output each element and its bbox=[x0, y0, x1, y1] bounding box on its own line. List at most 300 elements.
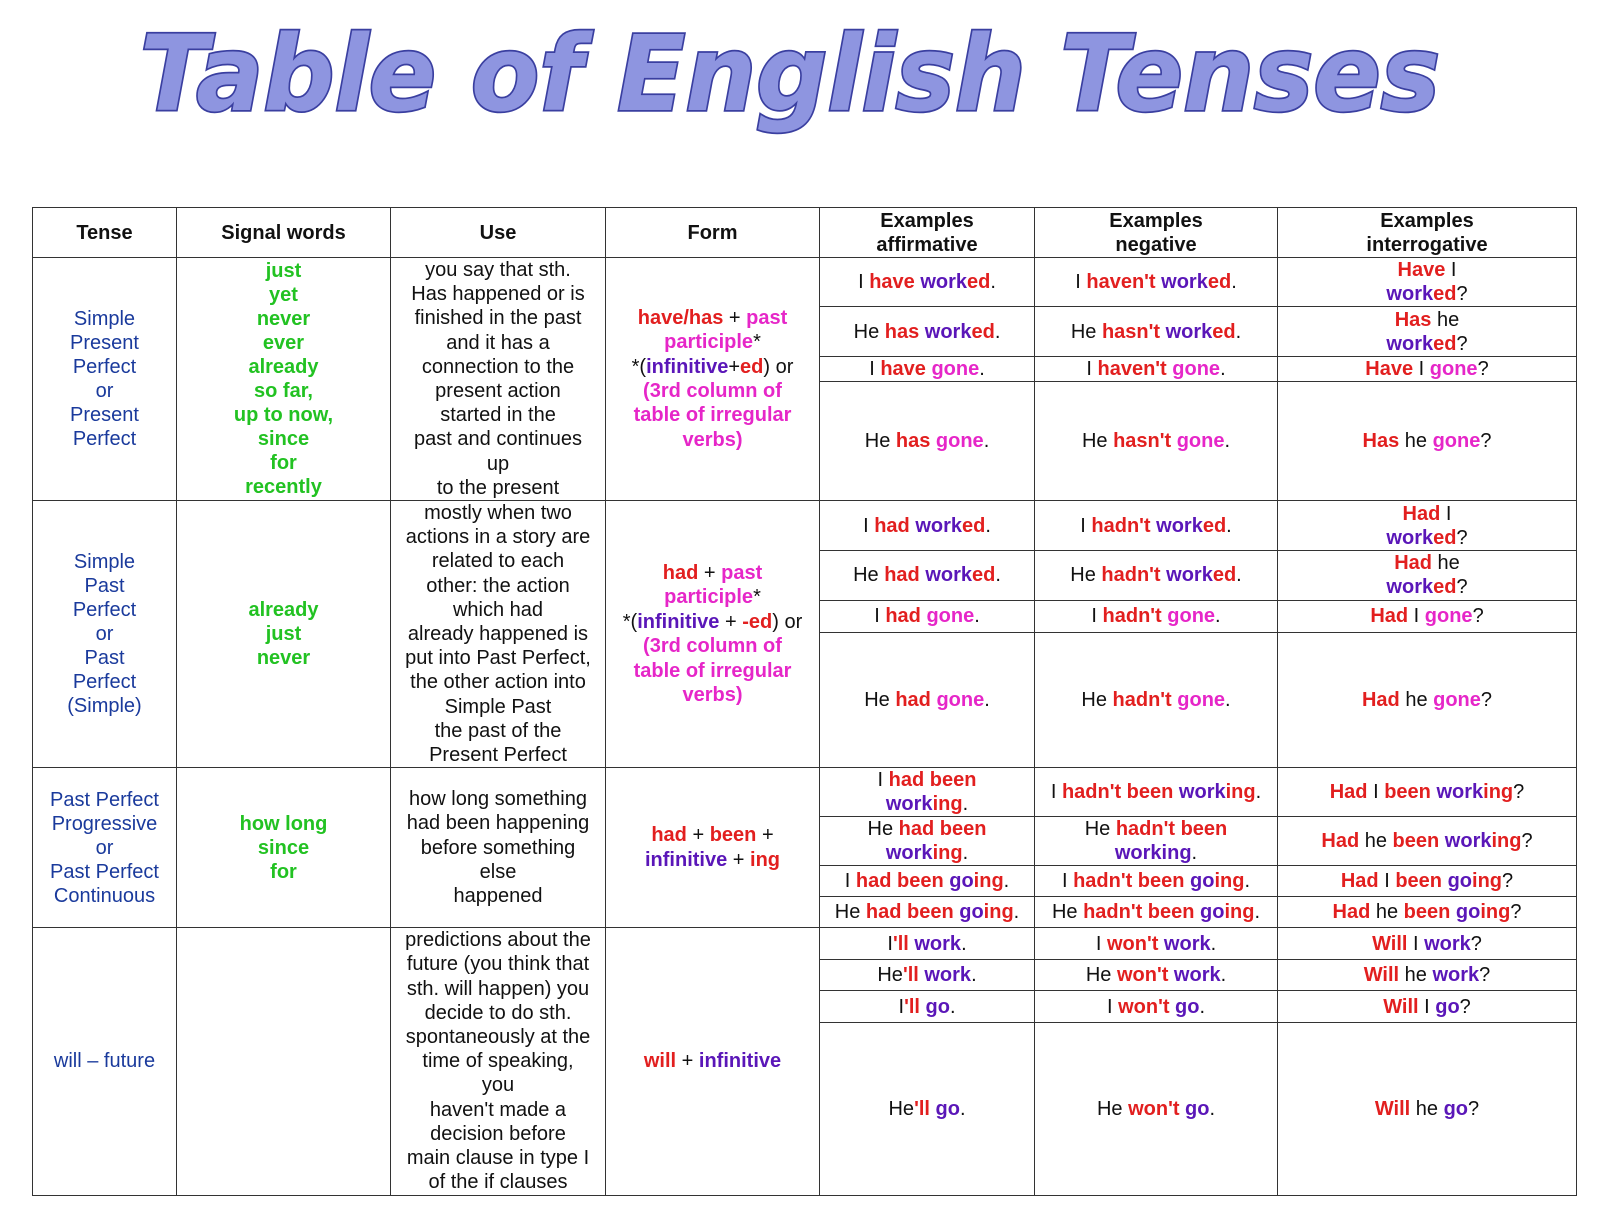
text-segment: past bbox=[746, 306, 788, 329]
text-segment: he bbox=[1399, 430, 1433, 453]
text-segment: . bbox=[962, 793, 969, 816]
tense-name-line: will – future bbox=[53, 1050, 156, 1073]
example-line bbox=[826, 514, 1028, 538]
use-line: mostly when two bbox=[424, 502, 572, 525]
example-interrogative-cell bbox=[1278, 551, 1577, 601]
use-line: finished in the past bbox=[414, 307, 582, 330]
text-segment: ing bbox=[1214, 870, 1245, 893]
signal-word: already bbox=[248, 599, 319, 622]
example-line bbox=[826, 869, 1028, 893]
use-line: the other action into bbox=[410, 671, 586, 694]
text-segment: ed bbox=[972, 564, 996, 587]
text-segment: ed bbox=[1433, 283, 1457, 306]
example-line bbox=[1041, 320, 1271, 344]
text-segment: gone bbox=[1167, 605, 1216, 628]
use-line: spontaneously at the bbox=[405, 1026, 591, 1049]
text-segment: gone bbox=[1176, 430, 1225, 453]
use-line: you say that sth. bbox=[425, 259, 571, 281]
text-segment: had bbox=[895, 688, 937, 711]
example-line bbox=[826, 1097, 1028, 1121]
example-line bbox=[1041, 688, 1271, 712]
header-use: Use bbox=[391, 208, 606, 258]
use-line: you bbox=[481, 1074, 515, 1097]
text-segment: I bbox=[1086, 357, 1098, 380]
form-line bbox=[612, 355, 813, 379]
form-cell bbox=[606, 768, 820, 928]
header-negative bbox=[1035, 208, 1278, 258]
text-segment: + bbox=[723, 306, 747, 329]
text-segment: had been bbox=[855, 870, 950, 893]
use-line: decision before bbox=[430, 1122, 566, 1145]
text-segment: hadn't bbox=[1102, 605, 1168, 628]
text-segment: go bbox=[925, 995, 950, 1018]
text-segment: 'll bbox=[904, 995, 926, 1018]
signal-word: yet bbox=[269, 284, 298, 307]
signal-words-cell bbox=[177, 258, 391, 501]
text-segment: Will bbox=[1383, 995, 1419, 1018]
signal-word: how long bbox=[239, 812, 328, 835]
text-segment: . bbox=[983, 430, 990, 453]
text-segment: gone bbox=[931, 357, 980, 380]
tense-name-line: Simple bbox=[73, 551, 136, 574]
use-line: predictions about the bbox=[405, 929, 591, 952]
example-line bbox=[1041, 841, 1271, 865]
text-segment: He bbox=[867, 818, 899, 841]
text-segment: ? bbox=[1468, 1097, 1480, 1120]
text-segment: haven't bbox=[1097, 357, 1173, 380]
example-interrogative-cell bbox=[1278, 897, 1577, 928]
tense-name-line: Present bbox=[70, 404, 139, 427]
form-line bbox=[612, 585, 813, 609]
example-negative-cell bbox=[1035, 768, 1278, 817]
use-line: sth. will happen) you bbox=[406, 977, 590, 1000]
text-segment: . bbox=[1215, 605, 1221, 628]
tense-name-line: Perfect bbox=[72, 599, 137, 622]
text-segment: . bbox=[1209, 1097, 1216, 1120]
text-segment: Had bbox=[1361, 688, 1400, 711]
example-line bbox=[1284, 502, 1570, 526]
text-segment: Had bbox=[1340, 870, 1379, 893]
text-segment: ? bbox=[1510, 901, 1522, 924]
example-affirmative-cell bbox=[820, 356, 1035, 381]
signal-word: already bbox=[248, 356, 319, 379]
text-segment: ? bbox=[1459, 995, 1471, 1018]
text-segment: He bbox=[864, 688, 896, 711]
example-affirmative-cell bbox=[820, 1023, 1035, 1195]
example-line bbox=[826, 841, 1028, 865]
header-interrogative bbox=[1278, 208, 1577, 258]
example-line bbox=[1284, 604, 1570, 628]
text-segment: I bbox=[1378, 870, 1396, 893]
example-line bbox=[1284, 688, 1570, 712]
table-row bbox=[33, 768, 1577, 817]
text-segment: . bbox=[990, 271, 996, 294]
text-segment: ed bbox=[971, 320, 995, 343]
example-negative-cell bbox=[1035, 258, 1278, 307]
text-segment: *( bbox=[631, 355, 647, 378]
header-affirmative-line: Examples bbox=[880, 209, 974, 232]
text-segment: (3rd column of bbox=[643, 635, 782, 658]
example-line bbox=[1284, 332, 1570, 356]
example-negative-cell bbox=[1035, 1023, 1278, 1195]
text-segment: ed bbox=[967, 271, 991, 294]
text-segment: . bbox=[1199, 995, 1206, 1018]
text-segment: . bbox=[994, 320, 1001, 343]
example-interrogative-cell bbox=[1278, 356, 1577, 381]
use-line: put into Past Perfect, bbox=[405, 647, 591, 670]
example-line bbox=[826, 357, 1028, 381]
text-segment: Has bbox=[1362, 430, 1400, 453]
form-line bbox=[612, 683, 813, 707]
use-line: other: the action bbox=[426, 574, 570, 597]
text-segment: I bbox=[858, 271, 870, 294]
text-segment: ? bbox=[1456, 283, 1468, 306]
text-segment: haven't bbox=[1086, 271, 1162, 294]
header-interrogative-line: interrogative bbox=[1366, 233, 1488, 256]
text-segment: ing bbox=[1483, 781, 1514, 804]
text-segment: hadn't been bbox=[1083, 901, 1201, 924]
text-segment: . bbox=[1255, 781, 1262, 804]
text-segment: I bbox=[1095, 932, 1107, 955]
table-body bbox=[33, 258, 1577, 1196]
tense-name-line: Present bbox=[70, 332, 139, 355]
form-line bbox=[612, 561, 813, 585]
example-affirmative-cell bbox=[820, 551, 1035, 601]
text-segment: work bbox=[1156, 514, 1203, 537]
example-line bbox=[1041, 429, 1271, 453]
text-segment: work bbox=[1161, 271, 1208, 294]
text-segment: ing bbox=[1480, 901, 1511, 924]
text-segment: He bbox=[1085, 964, 1117, 987]
text-segment: he bbox=[1370, 901, 1404, 924]
text-segment: 'll bbox=[902, 964, 925, 987]
text-segment: work bbox=[1386, 283, 1434, 306]
use-line: else bbox=[479, 860, 517, 883]
tense-name-cell bbox=[33, 501, 177, 768]
example-line bbox=[826, 768, 1028, 792]
text-segment: ) or bbox=[772, 610, 803, 633]
text-segment: go bbox=[959, 901, 984, 924]
example-line bbox=[1284, 780, 1570, 804]
text-segment: I bbox=[887, 932, 893, 955]
text-segment: work bbox=[1386, 576, 1434, 599]
text-segment: ing bbox=[750, 848, 781, 871]
text-segment: Had bbox=[1329, 781, 1368, 804]
text-segment: hadn't been bbox=[1073, 870, 1191, 893]
example-interrogative-cell bbox=[1278, 600, 1577, 632]
page-title-svg bbox=[0, 0, 1600, 170]
text-segment: work bbox=[1386, 526, 1434, 549]
example-interrogative-cell bbox=[1278, 1023, 1577, 1195]
text-segment: ? bbox=[1502, 870, 1514, 893]
form-line bbox=[612, 823, 813, 847]
signal-word: just bbox=[265, 623, 302, 646]
text-segment: I bbox=[877, 769, 889, 792]
text-segment: . bbox=[1224, 430, 1231, 453]
text-segment: work bbox=[1173, 964, 1221, 987]
text-segment: ed bbox=[1212, 564, 1237, 587]
text-segment: work bbox=[1444, 830, 1492, 853]
example-line bbox=[1284, 526, 1570, 550]
text-segment: he bbox=[1410, 1097, 1444, 1120]
example-line bbox=[1041, 1097, 1271, 1121]
text-segment: Had bbox=[1370, 605, 1409, 628]
form-cell bbox=[606, 258, 820, 501]
text-segment: I bbox=[1418, 995, 1436, 1018]
example-line bbox=[1041, 932, 1271, 956]
table-row bbox=[33, 501, 1577, 551]
example-affirmative-cell bbox=[820, 632, 1035, 768]
text-segment: work bbox=[1166, 564, 1213, 587]
text-segment: He bbox=[864, 430, 896, 453]
text-segment: had been bbox=[865, 901, 960, 924]
text-segment: . bbox=[1013, 901, 1020, 924]
text-segment: had bbox=[884, 564, 926, 587]
text-segment: been bbox=[1392, 830, 1445, 853]
tense-name-line: Perfect bbox=[72, 428, 137, 451]
text-segment: . bbox=[1236, 564, 1242, 587]
text-segment: hasn't bbox=[1113, 430, 1177, 453]
text-segment: + bbox=[756, 824, 774, 847]
example-line bbox=[1041, 900, 1271, 924]
signal-words-cell bbox=[177, 928, 391, 1195]
example-interrogative-cell bbox=[1278, 959, 1577, 991]
text-segment: He bbox=[1070, 320, 1102, 343]
text-segment: ? bbox=[1470, 932, 1482, 955]
text-segment: work bbox=[1424, 932, 1471, 955]
use-line: up bbox=[486, 452, 510, 475]
text-segment: won't bbox=[1116, 964, 1174, 987]
text-segment: work bbox=[925, 564, 973, 587]
text-segment: ing bbox=[983, 901, 1014, 924]
example-line bbox=[1041, 817, 1271, 841]
example-interrogative-cell bbox=[1278, 928, 1577, 960]
tense-name-line: Past bbox=[84, 575, 125, 598]
text-segment: work bbox=[914, 932, 962, 955]
text-segment: ? bbox=[1456, 332, 1468, 355]
text-segment: gone bbox=[1429, 357, 1478, 380]
table-row bbox=[33, 928, 1577, 960]
page-title: Table of English Tenses bbox=[140, 13, 1440, 135]
text-segment: He bbox=[1081, 688, 1113, 711]
example-line bbox=[1284, 429, 1570, 453]
text-segment: I bbox=[1050, 781, 1062, 804]
text-segment: I bbox=[1440, 502, 1452, 525]
text-segment: work bbox=[1178, 781, 1226, 804]
example-line bbox=[826, 900, 1028, 924]
text-segment: ? bbox=[1513, 781, 1525, 804]
text-segment: go bbox=[1175, 995, 1200, 1018]
text-segment: hadn't been bbox=[1115, 818, 1228, 841]
text-segment: . bbox=[1220, 357, 1226, 380]
text-segment: . bbox=[971, 964, 977, 987]
signal-word: never bbox=[256, 308, 311, 331]
text-segment: I bbox=[1080, 514, 1092, 537]
text-segment: go bbox=[949, 870, 974, 893]
text-segment: . bbox=[1235, 320, 1242, 343]
text-segment: He bbox=[877, 964, 903, 987]
use-line: actions in a story are bbox=[405, 526, 591, 549]
text-segment: work bbox=[1432, 964, 1480, 987]
text-segment: have bbox=[869, 271, 921, 294]
text-segment: had bbox=[874, 514, 916, 537]
example-affirmative-cell bbox=[820, 817, 1035, 866]
text-segment: go bbox=[1185, 1097, 1210, 1120]
text-segment: gone bbox=[1432, 430, 1481, 453]
text-segment: Had bbox=[1402, 502, 1441, 525]
text-segment: he bbox=[1359, 830, 1393, 853]
text-segment: work bbox=[1163, 932, 1211, 955]
text-segment: ed bbox=[1207, 271, 1232, 294]
text-segment: + bbox=[719, 610, 743, 633]
tense-name-line: Perfect bbox=[72, 671, 137, 694]
use-line: future (you think that bbox=[406, 953, 590, 976]
example-line bbox=[826, 563, 1028, 587]
example-affirmative-cell bbox=[820, 928, 1035, 960]
text-segment: work bbox=[924, 320, 972, 343]
text-segment: *( bbox=[622, 610, 638, 633]
header-tense: Tense bbox=[33, 208, 177, 258]
example-line bbox=[1041, 604, 1271, 628]
text-segment: ing bbox=[973, 870, 1004, 893]
text-segment: go bbox=[935, 1097, 960, 1120]
text-segment: He bbox=[853, 564, 885, 587]
signal-word: since bbox=[257, 428, 310, 451]
text-segment: gone bbox=[926, 605, 975, 628]
text-segment: go bbox=[1200, 901, 1225, 924]
use-line: of the if clauses bbox=[428, 1171, 568, 1194]
text-segment: * bbox=[753, 331, 761, 354]
tense-name-line: Past Perfect bbox=[50, 788, 159, 811]
text-segment: He bbox=[1070, 564, 1102, 587]
text-segment: ? bbox=[1472, 605, 1484, 628]
text-segment: I bbox=[844, 870, 856, 893]
table-row bbox=[33, 258, 1577, 307]
text-segment: infinitive bbox=[644, 848, 728, 871]
text-segment: . bbox=[984, 688, 990, 711]
example-line bbox=[826, 320, 1028, 344]
text-segment: 'll bbox=[892, 932, 915, 955]
header-negative-line: Examples bbox=[1109, 209, 1203, 232]
example-line bbox=[1041, 963, 1271, 987]
text-segment: I bbox=[1413, 357, 1430, 380]
example-interrogative-cell bbox=[1278, 991, 1577, 1023]
example-affirmative-cell bbox=[820, 258, 1035, 307]
example-negative-cell bbox=[1035, 551, 1278, 601]
use-line: decide to do sth. bbox=[424, 1001, 572, 1024]
text-segment: hadn't bbox=[1112, 688, 1178, 711]
use-line: related to each bbox=[431, 550, 565, 573]
text-segment: ing bbox=[1472, 870, 1503, 893]
example-line bbox=[1284, 282, 1570, 306]
tense-name-line: Progressive bbox=[51, 812, 158, 835]
signal-word: so far, bbox=[254, 380, 313, 403]
text-segment: infinitive bbox=[698, 1050, 782, 1073]
example-line bbox=[1284, 551, 1570, 575]
text-segment: . bbox=[1225, 688, 1231, 711]
text-segment: Had bbox=[1394, 552, 1432, 575]
text-segment: I bbox=[1445, 259, 1457, 282]
text-segment: + bbox=[686, 824, 710, 847]
form-line bbox=[612, 330, 813, 354]
signal-words-cell bbox=[177, 501, 391, 768]
example-affirmative-cell bbox=[820, 897, 1035, 928]
form-line bbox=[612, 428, 813, 452]
tense-name-cell bbox=[33, 928, 177, 1195]
example-negative-cell bbox=[1035, 897, 1278, 928]
example-affirmative-cell bbox=[820, 600, 1035, 632]
text-segment: been bbox=[1395, 870, 1448, 893]
form-line bbox=[612, 634, 813, 658]
example-line bbox=[1041, 270, 1271, 294]
text-segment: had been bbox=[898, 818, 987, 841]
text-segment: . bbox=[1244, 870, 1251, 893]
text-segment: He bbox=[1051, 901, 1084, 924]
use-line: main clause in type I bbox=[406, 1147, 590, 1170]
text-segment: hadn't bbox=[1101, 564, 1167, 587]
text-segment: ing bbox=[1225, 781, 1256, 804]
use-line: Present Perfect bbox=[429, 744, 567, 767]
text-segment: table of irregular bbox=[633, 404, 792, 427]
example-negative-cell bbox=[1035, 928, 1278, 960]
example-line bbox=[826, 604, 1028, 628]
example-interrogative-cell bbox=[1278, 768, 1577, 817]
tense-name-line: (Simple) bbox=[67, 695, 142, 718]
text-segment: I bbox=[1091, 605, 1103, 628]
tense-name-cell bbox=[33, 768, 177, 928]
text-segment: ? bbox=[1477, 357, 1489, 380]
example-negative-cell bbox=[1035, 817, 1278, 866]
text-segment: he bbox=[1399, 688, 1434, 711]
text-segment: infinitive bbox=[646, 355, 729, 378]
text-segment: verbs) bbox=[682, 428, 743, 451]
text-segment: He bbox=[1084, 818, 1116, 841]
text-segment: . bbox=[959, 1097, 966, 1120]
example-line bbox=[1041, 869, 1271, 893]
text-segment: ) or bbox=[763, 355, 794, 378]
text-segment: Will bbox=[1363, 964, 1400, 987]
text-segment: ed bbox=[962, 514, 986, 537]
form-line bbox=[612, 1049, 813, 1073]
text-segment: have bbox=[880, 357, 932, 380]
text-segment: been bbox=[1403, 901, 1456, 924]
example-affirmative-cell bbox=[820, 501, 1035, 551]
example-line bbox=[1041, 357, 1271, 381]
example-line bbox=[1284, 357, 1570, 381]
text-segment: had bbox=[662, 561, 699, 584]
text-segment: I bbox=[1061, 870, 1074, 893]
text-segment: hasn't bbox=[1101, 320, 1166, 343]
example-line bbox=[1284, 1097, 1570, 1121]
text-segment: . bbox=[962, 842, 969, 865]
text-segment: ed bbox=[1433, 526, 1457, 549]
text-segment: I bbox=[1106, 995, 1119, 1018]
text-segment: work bbox=[885, 793, 933, 816]
text-segment: he bbox=[1431, 308, 1460, 331]
text-segment: have/has bbox=[637, 306, 724, 329]
table-header bbox=[33, 208, 1577, 258]
use-line: the past of the bbox=[434, 719, 562, 742]
text-segment: work bbox=[885, 842, 933, 865]
text-segment: I bbox=[1408, 605, 1425, 628]
example-interrogative-cell bbox=[1278, 382, 1577, 501]
example-line bbox=[1041, 514, 1271, 538]
text-segment: + bbox=[728, 355, 741, 378]
example-negative-cell bbox=[1035, 356, 1278, 381]
example-line bbox=[1284, 963, 1570, 987]
example-interrogative-cell bbox=[1278, 258, 1577, 307]
example-line bbox=[1284, 575, 1570, 599]
